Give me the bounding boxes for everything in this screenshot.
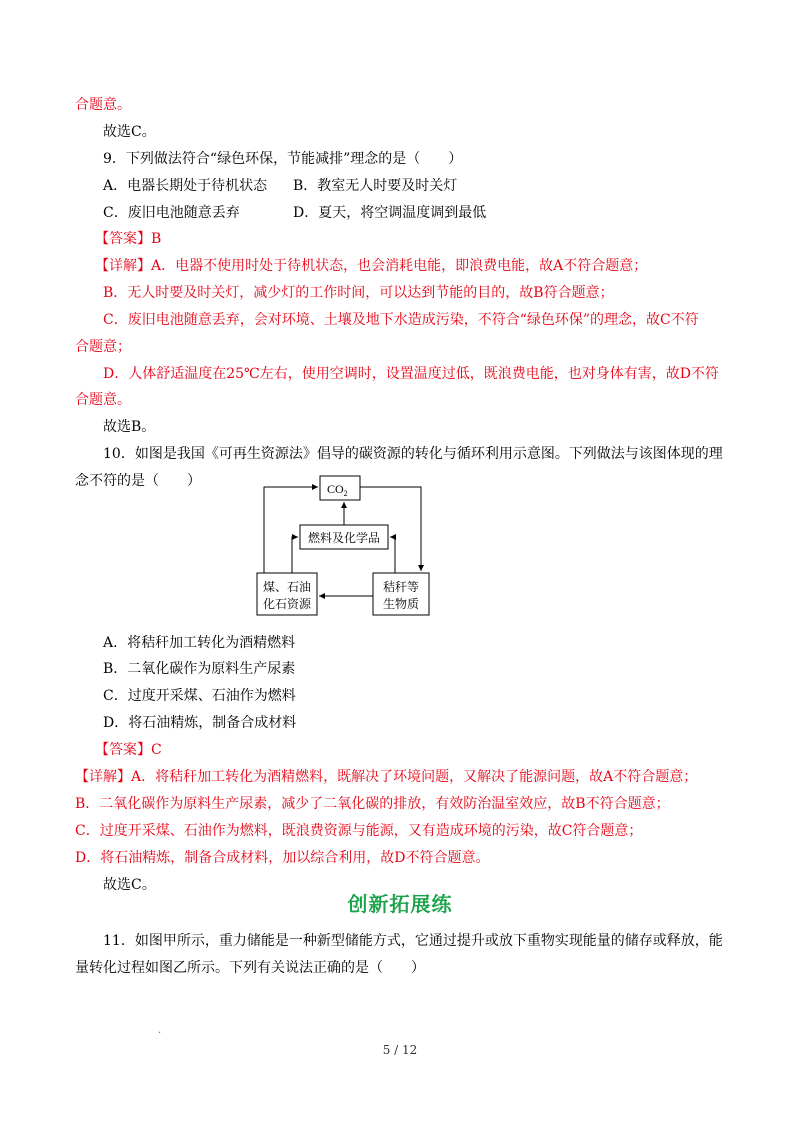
answer-value: B [151,231,162,247]
option-b: B．教室无人时要及时关灯 [293,178,458,194]
arrow-biomass-to-fuel [390,537,395,573]
carbon-cycle-diagram [255,470,455,620]
page-number: 5 / 12 [382,1043,418,1057]
explanation-tag: 【详解】 [75,769,131,785]
answer-line [95,230,161,248]
question-10: 10．如图是我国《可再生资源法》倡导的碳资源的转化与循环利用示意图。下列做法与该图体现的理 [103,446,723,462]
text-line: 故选C。 [103,124,156,140]
option-b: B．二氧化碳作为原料生产尿素 [103,661,296,677]
explanation-line [75,768,697,786]
explanation-tag: 【详解】 [95,258,151,274]
arrow-co2-to-biomass [360,487,421,571]
fuel-label: 燃料及化学品 [307,531,381,545]
explanation-text: C．过度开采煤、石油作为燃料，既浪费资源与能源，又有造成环境的污染，故C符合题意； [75,823,643,839]
explanation-text: 合题意。 [75,392,131,408]
text-line: 合题意。 [75,97,131,113]
stray-dot: . [158,1025,162,1036]
arrow-fossil-to-fuel [292,537,298,573]
final-choice: 故选B。 [103,419,156,435]
option-d: D．将石油精炼，制备合成材料 [103,715,297,731]
explanation-text: C．废旧电池随意丢弃，会对环境、土壤及地下水造成污染，不符合“绿色环保”的理念，故C不符 [103,312,699,328]
fossil-label-1: 煤、石油 [262,580,312,594]
explanation-text: A．将秸秆加工转化为酒精燃料，既解决了环境问题，又解决了能源问题，故A不符合题意； [131,769,698,785]
option-c: C．过度开采煤、石油作为燃料 [103,688,296,704]
answer-line [95,741,162,759]
question-11-cont: 量转化过程如图乙所示。下列有关说法正确的是（ ） [75,960,425,976]
arrow-fossil-to-co2 [264,487,318,573]
option-a: A．电器长期处于待机状态 [103,178,268,194]
answer-value: C [151,742,162,758]
explanation-text: D．人体舒适温度在25℃左右，使用空调时，设置温度过低，既浪费电能，也对身体有害，故D不符 [103,366,719,382]
option-a: A．将秸秆加工转化为酒精燃料 [103,635,296,651]
explanation-text: A．电器不使用时处于待机状态，也会消耗电能，即浪费电能，故A不符合题意； [151,258,648,274]
explanation-text: B．无人时要及时关灯，减少灯的工作时间，可以达到节能的目的，故B符合题意； [103,285,614,301]
answer-tag: 【答案】 [95,742,151,758]
question-11: 11．如图甲所示，重力储能是一种新型储能方式，它通过提升或放下重物实现能量的储存或释放，能 [103,933,723,949]
fossil-label-2: 化石资源 [262,597,312,611]
explanation-text: D．将石油精炼，制备合成材料，加以综合利用，故D不符合题意。 [75,850,490,866]
biomass-label-2: 生物质 [382,597,420,611]
co2-label: $CO_2$ [327,482,348,498]
final-choice: 故选C。 [103,877,156,893]
option-c: C．废旧电池随意丢弃 [103,205,240,221]
question-10-cont: 念不符的是（ ） [75,473,201,489]
biomass-label-1: 秸秆等 [382,580,420,594]
explanation-line [95,257,647,275]
option-d: D．夏天，将空调温度调到最低 [293,205,487,221]
explanation-text: B．二氧化碳作为原料生产尿素，减少了二氧化碳的排放，有效防治温室效应，故B不符合题意； [75,796,670,812]
section-title: 创新拓展练 [347,892,453,916]
explanation-text: 合题意； [75,339,131,355]
question-9: 9．下列做法符合“绿色环保，节能减排”理念的是（ ） [103,151,463,167]
answer-tag: 【答案】 [95,231,151,247]
